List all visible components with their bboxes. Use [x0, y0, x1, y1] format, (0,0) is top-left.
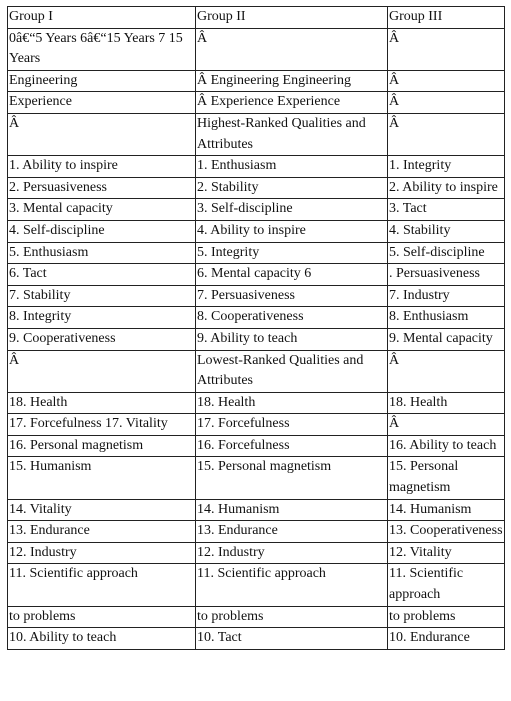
- table-row: [8, 177, 505, 199]
- table-row: [8, 564, 505, 606]
- table-header-row: [8, 7, 505, 29]
- group-2-cell: Â Engineering Engineering: [196, 70, 388, 92]
- group-3-cell: 5. Self-discipline: [388, 242, 505, 264]
- group-3-cell: 1. Integrity: [388, 156, 505, 178]
- group-2-cell: to problems: [196, 606, 388, 628]
- group-1-cell: 10. Ability to teach: [8, 628, 196, 650]
- table-row: [8, 392, 505, 414]
- group-1-cell: 3. Mental capacity: [8, 199, 196, 221]
- group-3-cell: to problems: [388, 606, 505, 628]
- group-2-cell: 18. Health: [196, 392, 388, 414]
- group-3-cell: 16. Ability to teach: [388, 435, 505, 457]
- table-row: [8, 606, 505, 628]
- group-1-cell: 16. Personal magnetism: [8, 435, 196, 457]
- group-1-cell: 17. Forcefulness 17. Vitality: [8, 414, 196, 436]
- group-2-cell: Â Experience Experience: [196, 92, 388, 114]
- column-header: Group II: [196, 7, 388, 29]
- group-3-cell: 7. Industry: [388, 285, 505, 307]
- group-3-cell: Â: [388, 28, 505, 70]
- group-3-cell: 9. Mental capacity: [388, 328, 505, 350]
- group-3-cell: 18. Health: [388, 392, 505, 414]
- group-2-cell: Lowest-Ranked Qualities and Attributes: [196, 350, 388, 392]
- group-3-cell: Â: [388, 350, 505, 392]
- group-1-cell: 14. Vitality: [8, 499, 196, 521]
- table-row: [8, 414, 505, 436]
- group-1-cell: 13. Endurance: [8, 521, 196, 543]
- group-3-cell: 14. Humanism: [388, 499, 505, 521]
- group-1-cell: 4. Self-discipline: [8, 220, 196, 242]
- group-3-cell: Â: [388, 92, 505, 114]
- group-3-cell: Â: [388, 414, 505, 436]
- group-1-cell: to problems: [8, 606, 196, 628]
- table-row: [8, 350, 505, 392]
- table-row: [8, 264, 505, 286]
- group-3-cell: 15. Personal magnetism: [388, 457, 505, 499]
- group-3-cell: 11. Scientific approach: [388, 564, 505, 606]
- group-1-cell: 15. Humanism: [8, 457, 196, 499]
- table-row: [8, 285, 505, 307]
- table-row: [8, 220, 505, 242]
- group-1-cell: 11. Scientific approach: [8, 564, 196, 606]
- group-2-cell: 12. Industry: [196, 542, 388, 564]
- group-2-cell: Â: [196, 28, 388, 70]
- table-row: [8, 199, 505, 221]
- group-3-cell: Â: [388, 70, 505, 92]
- table-row: [8, 156, 505, 178]
- group-3-cell: Â: [388, 113, 505, 155]
- table-body: [8, 7, 505, 650]
- group-1-cell: Engineering: [8, 70, 196, 92]
- group-2-cell: 10. Tact: [196, 628, 388, 650]
- column-header: Group I: [8, 7, 196, 29]
- group-1-cell: 12. Industry: [8, 542, 196, 564]
- group-3-cell: 10. Endurance: [388, 628, 505, 650]
- table-row: [8, 92, 505, 114]
- table-row: [8, 521, 505, 543]
- group-3-cell: 8. Enthusiasm: [388, 307, 505, 329]
- group-3-cell: 13. Cooperativeness: [388, 521, 505, 543]
- group-1-cell: 8. Integrity: [8, 307, 196, 329]
- group-1-cell: 1. Ability to inspire: [8, 156, 196, 178]
- table-row: [8, 542, 505, 564]
- table-row: [8, 113, 505, 155]
- table-row: [8, 70, 505, 92]
- table-row: [8, 307, 505, 329]
- group-2-cell: 7. Persuasiveness: [196, 285, 388, 307]
- group-3-cell: 2. Ability to inspire: [388, 177, 505, 199]
- group-2-cell: 11. Scientific approach: [196, 564, 388, 606]
- table-row: [8, 628, 505, 650]
- group-1-cell: 5. Enthusiasm: [8, 242, 196, 264]
- group-2-cell: 16. Forcefulness: [196, 435, 388, 457]
- table-row: [8, 28, 505, 70]
- group-2-cell: 1. Enthusiasm: [196, 156, 388, 178]
- group-2-cell: 3. Self-discipline: [196, 199, 388, 221]
- group-3-cell: 12. Vitality: [388, 542, 505, 564]
- group-2-cell: 15. Personal magnetism: [196, 457, 388, 499]
- group-2-cell: 6. Mental capacity 6: [196, 264, 388, 286]
- group-1-cell: 18. Health: [8, 392, 196, 414]
- group-2-cell: 9. Ability to teach: [196, 328, 388, 350]
- group-1-cell: 6. Tact: [8, 264, 196, 286]
- group-2-cell: 8. Cooperativeness: [196, 307, 388, 329]
- group-1-cell: 0â€“5 Years 6â€“15 Years 7 15 Years: [8, 28, 196, 70]
- group-2-cell: 2. Stability: [196, 177, 388, 199]
- group-2-cell: 4. Ability to inspire: [196, 220, 388, 242]
- group-1-cell: 9. Cooperativeness: [8, 328, 196, 350]
- group-3-cell: 4. Stability: [388, 220, 505, 242]
- group-2-cell: 13. Endurance: [196, 521, 388, 543]
- group-2-cell: 17. Forcefulness: [196, 414, 388, 436]
- table-row: [8, 499, 505, 521]
- table-row: [8, 435, 505, 457]
- table-row: [8, 328, 505, 350]
- document-page: [7, 6, 504, 650]
- group-1-cell: Experience: [8, 92, 196, 114]
- group-2-cell: 5. Integrity: [196, 242, 388, 264]
- group-3-cell: . Persuasiveness: [388, 264, 505, 286]
- table-row: [8, 457, 505, 499]
- qualities-ranking-table: [7, 6, 505, 650]
- group-2-cell: 14. Humanism: [196, 499, 388, 521]
- group-1-cell: Â: [8, 113, 196, 155]
- group-1-cell: 2. Persuasiveness: [8, 177, 196, 199]
- group-1-cell: Â: [8, 350, 196, 392]
- group-3-cell: 3. Tact: [388, 199, 505, 221]
- column-header: Group III: [388, 7, 505, 29]
- table-row: [8, 242, 505, 264]
- group-1-cell: 7. Stability: [8, 285, 196, 307]
- group-2-cell: Highest-Ranked Qualities and Attributes: [196, 113, 388, 155]
